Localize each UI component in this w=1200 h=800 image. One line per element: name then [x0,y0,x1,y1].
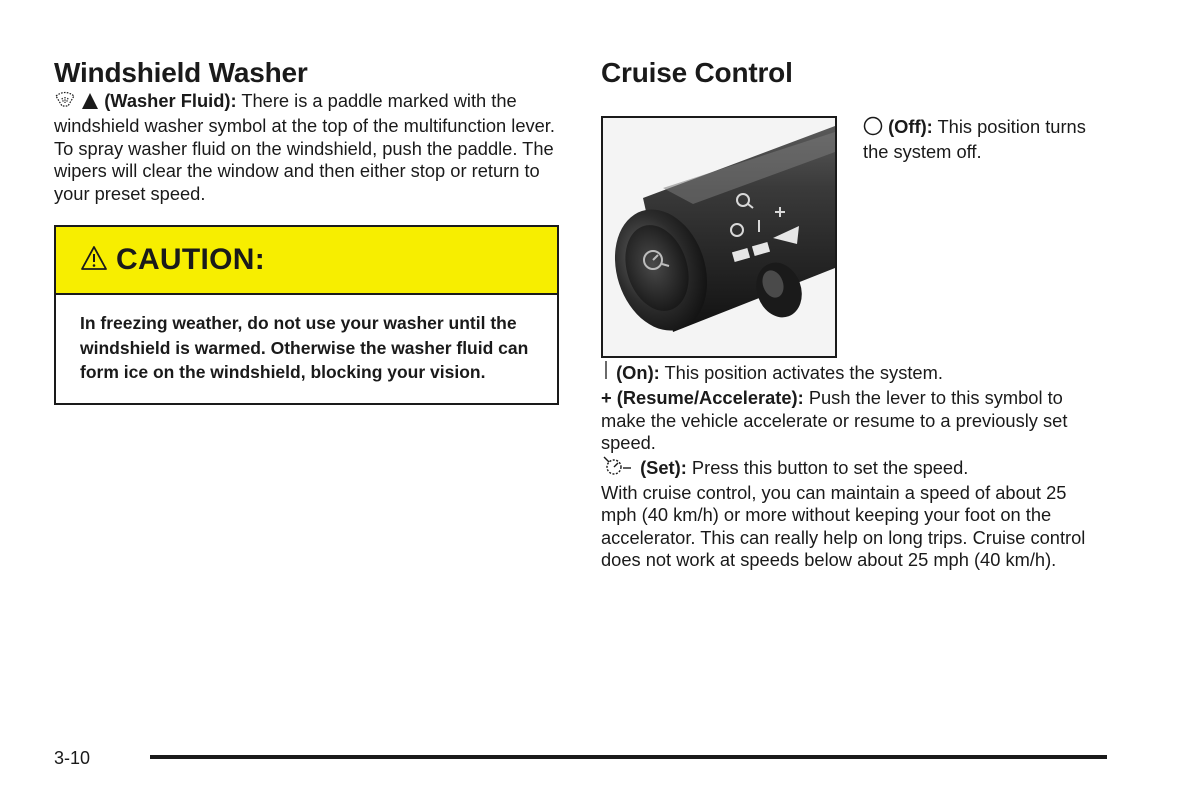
up-triangle-icon [81,92,99,115]
cruise-set-icon [601,455,635,482]
on-term: (On): [616,362,660,383]
right-column [601,56,1101,572]
off-position-description [863,116,1101,164]
washer-fluid-term: (Washer Fluid): [104,90,237,111]
resume-text: Push the lever to this symbol to make the vehicle accelerate or resume to a previously set speed. [601,387,1068,454]
washer-fluid-paragraph [54,90,560,205]
washer-fluid-text: There is a paddle marked with the windshield washer symbol at the top of the multifunction lever. To spray washer fluid on the windshield, push the paddle. The wipers will clear the window and then either stop or return to your preset speed. [54,90,555,204]
on-text: This position activates the system. [664,362,943,383]
cruise-control-paragraph: With cruise control, you can maintain a speed of about 25 mph (40 km/h) or more without keeping your foot on the accelerator. This can really help on long trips. Cruise control does not work at speeds below about 25 mph (40 km/h). [601,482,1086,571]
figure-row [601,116,1101,360]
on-position-description [601,360,1101,387]
windshield-washer-heading: Windshield Washer [54,57,308,88]
caution-body: In freezing weather, do not use your washer until the windshield is warmed. Otherwise the washer fluid can form ice on the windshield, blocking your vision. [80,313,529,383]
set-text: Press this button to set the speed. [691,456,969,478]
footer-rule [150,755,1107,759]
vertical-bar-icon [601,360,611,387]
caution-title: CAUTION: [116,243,266,277]
caution-box [54,225,559,405]
off-text: This position turns the system off. [863,116,1086,163]
left-column [54,56,560,405]
page-number: 3-10 [54,748,91,768]
caution-header [56,227,557,295]
set-term: (Set): [640,456,687,478]
washer-symbol-icon [54,90,76,115]
resume-accelerate-description [601,387,1101,454]
warning-triangle-icon [80,245,108,276]
circle-icon [863,116,883,141]
resume-term: + (Resume/Accelerate): [601,387,804,409]
set-button-description [601,455,1101,482]
cruise-control-lever-illustration [601,116,837,358]
cruise-control-heading: Cruise Control [601,57,793,88]
off-term: (Off): [888,116,933,137]
